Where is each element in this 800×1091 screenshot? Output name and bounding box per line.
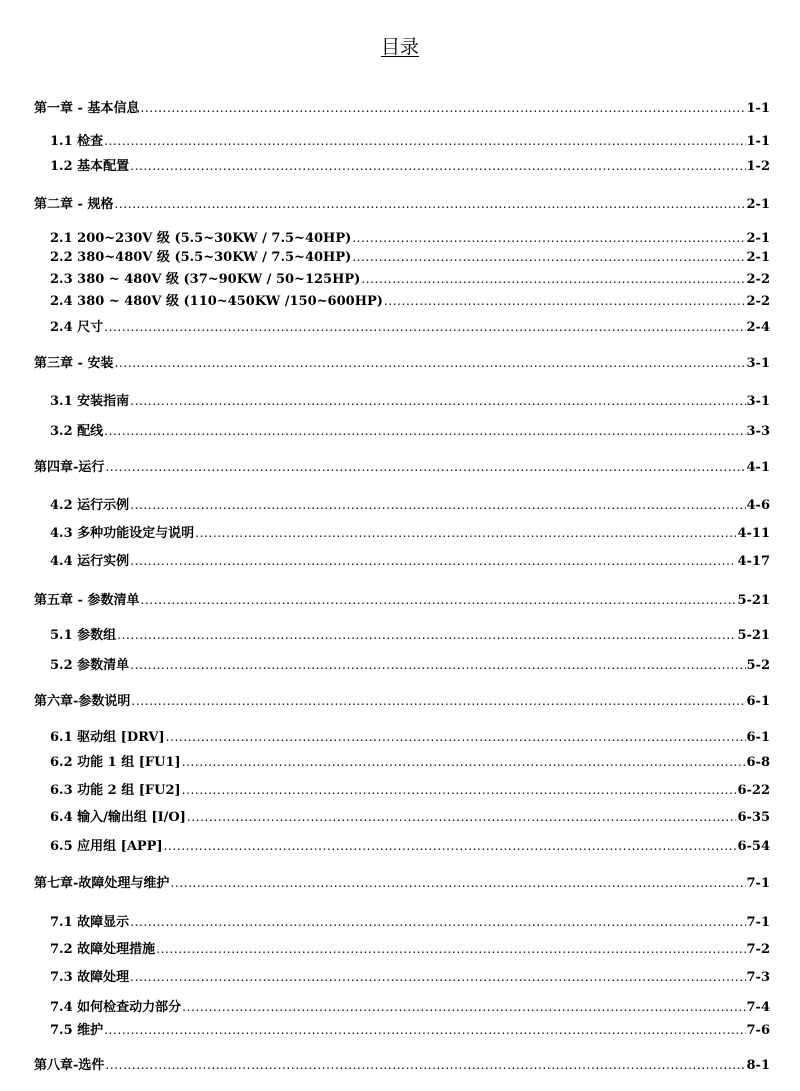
toc-dot-leader <box>140 101 745 115</box>
toc-dot-leader <box>104 320 745 334</box>
toc-dot-leader <box>114 356 745 370</box>
toc-section-entry[interactable] <box>50 522 770 540</box>
toc-entry-label: 6.3 功能 2 组 [FU2] <box>50 783 181 798</box>
toc-entry-label: 7.5 维护 <box>50 1023 104 1038</box>
toc-dot-leader <box>166 730 746 744</box>
toc-entry-label: 2.4 380 ~ 480V 级 (110~450KW /150~600HP) <box>50 294 383 309</box>
toc-entry-label: 4.4 运行实例 <box>50 554 130 569</box>
toc-dot-leader <box>130 498 745 512</box>
toc-section-entry[interactable] <box>50 835 770 853</box>
page-title: 目录 <box>380 36 419 58</box>
toc-dot-leader <box>130 159 745 173</box>
toc-entry-label: 7.1 故障显示 <box>50 915 130 930</box>
toc-page-number: 6-35 <box>737 810 770 825</box>
toc-page-number: 1-2 <box>746 159 770 174</box>
toc-chapter-entry[interactable] <box>34 97 770 115</box>
toc-dot-leader <box>195 526 736 540</box>
toc-section-entry[interactable] <box>50 494 770 512</box>
toc-page-number: 7-6 <box>746 1023 770 1038</box>
toc-entry-label: 6.4 输入/输出组 [I/O] <box>50 810 186 825</box>
toc-page-number: 5-21 <box>737 628 770 643</box>
toc-page-number: 2-4 <box>746 320 770 335</box>
toc-dot-leader <box>182 1000 745 1014</box>
toc-entry-label: 5.1 参数组 <box>50 628 117 643</box>
toc-section-entry[interactable] <box>50 726 770 744</box>
toc-page-number: 8-1 <box>746 1058 770 1073</box>
toc-page-number: 3-1 <box>746 394 770 409</box>
toc-dot-leader <box>352 250 745 264</box>
toc-entry-label: 2.1 200~230V 级 (5.5~30KW / 7.5~40HP) <box>50 231 352 246</box>
toc-chapter-entry[interactable] <box>34 352 770 370</box>
toc-section-entry[interactable] <box>50 390 770 408</box>
toc-dot-leader <box>156 942 745 956</box>
toc-entry-label: 7.3 故障处理 <box>50 970 130 985</box>
toc-dot-leader <box>105 1058 745 1072</box>
toc-entry-label: 6.5 应用组 [APP] <box>50 839 163 854</box>
toc-page-number: 6-1 <box>746 730 770 745</box>
toc-entry-label: 2.2 380~480V 级 (5.5~30KW / 7.5~40HP) <box>50 250 352 265</box>
toc-entry-label: 1.2 基本配置 <box>50 159 130 174</box>
toc-page-number: 4-17 <box>737 554 770 569</box>
toc-entry-label: 第八章-选件 <box>34 1058 105 1073</box>
toc-chapter-entry[interactable] <box>34 589 770 607</box>
toc-dot-leader <box>187 810 737 824</box>
toc-section-entry[interactable] <box>50 290 770 308</box>
toc-chapter-entry[interactable] <box>34 690 770 708</box>
toc-page-number: 1-1 <box>746 101 770 116</box>
toc-dot-leader <box>130 554 736 568</box>
toc-section-entry[interactable] <box>50 966 770 984</box>
toc-page-number: 6-8 <box>746 755 770 770</box>
toc-chapter-entry[interactable] <box>34 456 770 474</box>
toc-entry-label: 第二章 - 规格 <box>34 197 114 212</box>
toc-section-entry[interactable] <box>50 654 770 672</box>
toc-entry-label: 第六章-参数说明 <box>34 694 131 709</box>
toc-page-number: 4-11 <box>737 526 770 541</box>
toc-page-number: 3-1 <box>746 356 770 371</box>
toc-dot-leader <box>104 424 745 438</box>
toc-entry-label: 第五章 - 参数清单 <box>34 593 140 608</box>
toc-section-entry[interactable] <box>50 1019 770 1037</box>
toc-dot-leader <box>130 970 745 984</box>
toc-section-entry[interactable] <box>50 227 770 245</box>
toc-entry-label: 2.4 尺寸 <box>50 320 104 335</box>
toc-dot-leader <box>182 783 737 797</box>
toc-page-number: 4-6 <box>746 498 770 513</box>
toc-entry-label: 5.2 参数清单 <box>50 658 130 673</box>
toc-dot-leader <box>170 876 745 890</box>
toc-dot-leader <box>104 1023 745 1037</box>
toc-page-number: 7-2 <box>746 942 770 957</box>
toc-section-entry[interactable] <box>50 316 770 334</box>
toc-section-entry[interactable] <box>50 806 770 824</box>
toc-chapter-entry[interactable] <box>34 193 770 211</box>
toc-dot-leader <box>361 272 745 286</box>
toc-dot-leader <box>182 755 746 769</box>
toc-page-number: 7-3 <box>746 970 770 985</box>
toc-dot-leader <box>131 694 745 708</box>
toc-entry-label: 7.2 故障处理措施 <box>50 942 156 957</box>
toc-dot-leader <box>130 915 745 929</box>
toc-section-entry[interactable] <box>50 751 770 769</box>
toc-page-number: 6-1 <box>746 694 770 709</box>
toc-dot-leader <box>384 294 746 308</box>
toc-page-number: 6-54 <box>737 839 770 854</box>
toc-entry-label: 4.3 多种功能设定与说明 <box>50 526 195 541</box>
toc-page-number: 2-2 <box>746 294 770 309</box>
toc-section-entry[interactable] <box>50 550 770 568</box>
toc-dot-leader <box>140 593 736 607</box>
toc-entry-label: 3.2 配线 <box>50 424 104 439</box>
toc-section-entry[interactable] <box>50 246 770 264</box>
toc-page-number: 7-1 <box>746 915 770 930</box>
toc-page-number: 2-1 <box>746 250 770 265</box>
toc-section-entry[interactable] <box>50 938 770 956</box>
toc-chapter-entry[interactable] <box>34 872 770 890</box>
toc-entry-label: 第三章 - 安装 <box>34 356 114 371</box>
toc-page-number: 2-1 <box>746 231 770 246</box>
toc-dot-leader <box>105 460 745 474</box>
toc-entry-label: 6.1 驱动组 [DRV] <box>50 730 165 745</box>
toc-dot-leader <box>104 134 745 148</box>
toc-page-number: 2-2 <box>746 272 770 287</box>
toc-page-number: 4-1 <box>746 460 770 475</box>
toc-page-number: 1-1 <box>746 134 770 149</box>
toc-page-number: 7-1 <box>746 876 770 891</box>
toc-section-entry[interactable] <box>50 268 770 286</box>
toc-page-number: 5-2 <box>746 658 770 673</box>
toc-page-number: 7-4 <box>746 1000 770 1015</box>
toc-dot-leader <box>117 628 736 642</box>
toc-page-number: 6-22 <box>737 783 770 798</box>
toc-entry-label: 1.1 检查 <box>50 134 104 149</box>
toc-dot-leader <box>114 197 745 211</box>
toc-chapter-entry[interactable] <box>34 1054 770 1072</box>
toc-entry-label: 6.2 功能 1 组 [FU1] <box>50 755 181 770</box>
toc-entry-label: 第一章 - 基本信息 <box>34 101 140 116</box>
toc-section-entry[interactable] <box>50 155 770 173</box>
toc-dot-leader <box>130 394 745 408</box>
toc-entry-label: 7.4 如何检查动力部分 <box>50 1000 182 1015</box>
toc-dot-leader <box>130 658 745 672</box>
toc-page-number: 2-1 <box>746 197 770 212</box>
toc-entry-label: 2.3 380 ~ 480V 级 (37~90KW / 50~125HP) <box>50 272 361 287</box>
toc-page-number: 3-3 <box>746 424 770 439</box>
toc-entry-label: 3.1 安装指南 <box>50 394 130 409</box>
toc-section-entry[interactable] <box>50 779 770 797</box>
toc-entry-label: 第七章-故障处理与维护 <box>34 876 170 891</box>
toc-section-entry[interactable] <box>50 130 770 148</box>
toc-entry-label: 4.2 运行示例 <box>50 498 130 513</box>
toc-dot-leader <box>164 839 737 853</box>
toc-page-number: 5-21 <box>737 593 770 608</box>
toc-section-entry[interactable] <box>50 624 770 642</box>
toc-section-entry[interactable] <box>50 911 770 929</box>
toc-section-entry[interactable] <box>50 420 770 438</box>
toc-entry-label: 第四章-运行 <box>34 460 105 475</box>
toc-dot-leader <box>352 231 745 245</box>
toc-section-entry[interactable] <box>50 996 770 1014</box>
